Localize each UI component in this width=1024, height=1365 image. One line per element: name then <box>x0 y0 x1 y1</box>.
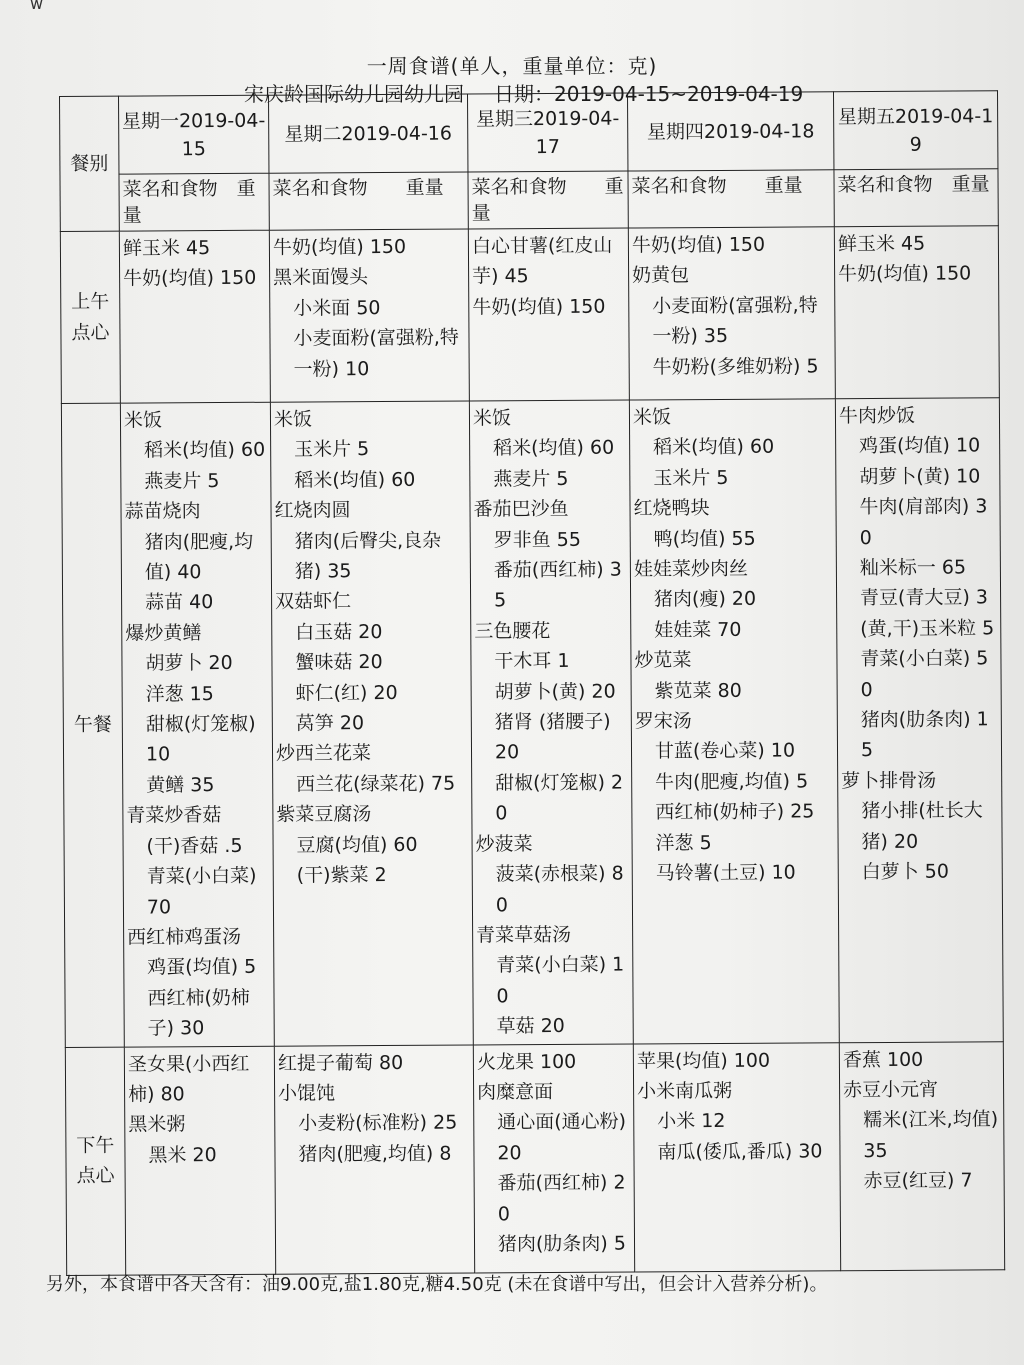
ingredient-line: 牛奶粉(多维奶粉) 5 <box>652 354 819 379</box>
dish-line: 圣女果(小西红柿) 80 <box>127 1052 250 1106</box>
meal-label: 午餐 <box>61 403 124 1047</box>
dish-line: 奶黄包 <box>632 264 690 287</box>
meal-label: 上午点心 <box>60 231 120 403</box>
ingredient-line: 菠菜(赤根菜) 80 <box>495 862 624 916</box>
ingredient-line: 猪肉(肋条肉) 15 <box>860 708 989 762</box>
ingredient-line: 紫苋菜 80 <box>654 679 742 703</box>
ingredient-line: 南瓜(倭瓜,番瓜) 30 <box>657 1140 823 1164</box>
ingredient-line: 小麦粉(标准粉) 25 <box>298 1111 458 1135</box>
menu-cell <box>628 227 835 400</box>
dish-line: 炒菠菜 <box>475 832 533 856</box>
ingredient-line: 胡萝卜(黄) 20 <box>494 680 616 704</box>
ingredient-line: (干)香菇 .5 <box>146 834 243 858</box>
dish-line: 火龙果 100 <box>476 1050 577 1073</box>
menu-cell <box>473 1044 634 1273</box>
dish-line: 米饭 <box>123 409 163 432</box>
dish-line: 罗宋汤 <box>634 710 692 733</box>
dish-line: 三色腰花 <box>474 619 551 643</box>
ingredient-line: 白萝卜 50 <box>861 860 949 884</box>
menu-cell <box>124 1046 275 1275</box>
dish-line: 白心甘薯(红皮山芋) 45 <box>471 234 613 288</box>
ingredient-line: 蟹味菇 20 <box>295 651 383 674</box>
dish-line: 青菜草菇汤 <box>476 923 572 947</box>
menu-cell <box>468 228 629 401</box>
dish-line: 红提子葡萄 80 <box>277 1051 404 1075</box>
day-heading: 星期五2019-04-19 <box>833 91 997 170</box>
ingredient-line: 猪肉(后臀尖,良杂猪) 35 <box>294 529 442 583</box>
ingredient-line: 甜椒(灯笼椒) 10 <box>145 712 256 766</box>
ingredient-line: 稻米(均值) 60 <box>144 439 266 462</box>
day-heading: 星期三2019-04-17 <box>467 93 627 172</box>
dish-line: 牛奶(均值) 150 <box>272 235 407 259</box>
menu-table <box>59 90 1005 1275</box>
ingredient-line: 籼米标一 65 <box>859 556 967 580</box>
ingredient-line: 甘蓝(卷心菜) 10 <box>654 739 796 763</box>
ingredient-line: 青豆(青大豆) 3 <box>859 586 989 610</box>
ingredient-line: 西兰花(绿菜花) 75 <box>296 772 456 796</box>
dish-line: 紫菜豆腐汤 <box>276 803 372 826</box>
ingredient-line: 莴笋 20 <box>295 712 365 735</box>
ingredient-line: 猪肾 (猪腰子) 20 <box>494 710 611 764</box>
column-subheading: 菜名和食物 重量 <box>628 170 834 228</box>
dish-line: 西红柿鸡蛋汤 <box>127 925 242 949</box>
day-heading: 星期一2019-04-15 <box>119 95 269 174</box>
dish-line: 赤豆小元宵 <box>843 1078 939 1102</box>
page-title: 一周食谱(单人，重量单位：克) <box>366 54 658 78</box>
dish-line: 蒜苗烧肉 <box>124 500 201 523</box>
dish-line: 牛奶(均值) 150 <box>631 233 766 257</box>
menu-cell <box>274 1045 474 1274</box>
dish-line: 红烧肉圆 <box>274 499 351 522</box>
ingredient-line: 番茄(西红柿) 35 <box>493 558 622 612</box>
ingredient-line: 蒜苗 40 <box>144 591 214 614</box>
day-heading: 星期二2019-04-16 <box>268 94 467 173</box>
dish-line: 萝卜排骨汤 <box>841 769 937 793</box>
dish-line: 红烧鸭块 <box>633 497 710 520</box>
menu-cell <box>834 226 999 399</box>
ingredient-line: 番茄(西红柿) 20 <box>497 1171 626 1225</box>
menu-cell <box>119 230 270 403</box>
dish-line: 牛肉炒饭 <box>838 404 916 428</box>
ingredient-line: 猪小排(杜长大猪) 20 <box>861 799 983 853</box>
footer-note: 另外，本食谱中各天含有：油9.00克,盐1.80克,糖4.50克 (未在食谱中写出，但会计入营养分析)。 <box>46 1274 828 1295</box>
ingredient-line: 鸡蛋(均值) 5 <box>147 956 257 979</box>
ingredient-line: 猪肉(肥瘦,均值) 8 <box>298 1142 452 1166</box>
dish-line: 米饭 <box>472 407 512 430</box>
ingredient-line: 罗非鱼 55 <box>493 528 581 551</box>
dish-line: 肉糜意面 <box>477 1080 554 1104</box>
ingredient-line: 虾仁(红) 20 <box>295 681 398 705</box>
dish-line: 青菜炒香菇 <box>126 804 222 827</box>
ingredient-line: 玉米片 5 <box>294 438 370 461</box>
ingredient-line: 洋葱 5 <box>655 831 712 855</box>
ingredient-line: 甜椒(灯笼椒) 20 <box>495 771 624 825</box>
ingredient-line: 糯米(江米,均值) 35 <box>863 1108 999 1162</box>
menu-cell <box>270 401 473 1046</box>
ingredient-line: 小麦面粉(富强粉,特一粉) 10 <box>293 326 459 381</box>
meal-header: 餐别 <box>60 96 120 231</box>
dish-line: 番茄巴沙鱼 <box>473 498 569 521</box>
dish-line: 炒苋菜 <box>634 649 692 672</box>
menu-cell <box>835 398 1003 1043</box>
corner-mark: w <box>30 0 44 13</box>
menu-cell <box>469 400 633 1044</box>
ingredient-line: 牛肉(肩部肉) 30 <box>859 495 988 549</box>
ingredient-line: (黄,干)玉米粒 5 <box>860 617 995 640</box>
ingredient-line: 猪肉(肋条肉) 5 <box>497 1232 626 1256</box>
dish-line: 香蕉 100 <box>842 1048 924 1071</box>
dish-line: 鲜玉米 45 <box>122 237 211 260</box>
column-subheading: 菜名和食物 重量 <box>468 171 628 229</box>
ingredient-line: 胡萝卜(黄) 10 <box>859 465 981 488</box>
dish-line: 爆炒黄鳝 <box>125 621 202 645</box>
dish-line: 米饭 <box>273 408 313 431</box>
dish-line: 双菇虾仁 <box>275 590 352 614</box>
ingredient-line: 燕麦片 5 <box>144 469 220 493</box>
menu-cell <box>120 402 274 1046</box>
menu-cell <box>633 1042 840 1271</box>
ingredient-line: 青菜(小白菜) 70 <box>146 864 257 918</box>
school-name: 宋庆龄国际幼儿园幼儿园 <box>244 82 464 106</box>
dish-line: 炒西兰花菜 <box>275 742 372 766</box>
ingredient-line: 洋葱 15 <box>145 682 214 706</box>
ingredient-line: 西红柿(奶柿子) 25 <box>655 800 815 824</box>
ingredient-line: 赤豆(红豆) 7 <box>863 1169 973 1193</box>
subheader-row <box>60 169 998 232</box>
dish-line: 小米南瓜粥 <box>637 1079 733 1103</box>
dish-line: 米饭 <box>632 406 672 429</box>
ingredient-line: 牛肉(肥瘦,均值) 5 <box>655 770 809 794</box>
ingredient-line: 稻米(均值) 60 <box>493 437 615 460</box>
dish-line: 黑米粥 <box>128 1113 186 1136</box>
menu-cell <box>839 1041 1004 1270</box>
dish-line: 小馄饨 <box>278 1082 336 1105</box>
day-header-row <box>60 91 998 175</box>
ingredient-line: 猪肉(瘦) 20 <box>653 588 757 611</box>
date-range: 日期：2019-04-15~2019-04-19 <box>494 82 804 106</box>
ingredient-line: 鸭(均值) 55 <box>653 527 756 551</box>
ingredient-line: 草菇 20 <box>496 1015 565 1038</box>
ingredient-line: 马铃薯(土豆) 10 <box>655 861 796 885</box>
ingredient-line: 小麦面粉(富强粉,特一粉) 35 <box>652 294 818 348</box>
meal-row <box>61 398 1003 1047</box>
ingredient-line: 青菜(小白菜) 10 <box>496 953 625 1008</box>
day-heading: 星期四2019-04-18 <box>627 92 833 171</box>
column-subheading: 菜名和食物 重量 <box>119 173 269 231</box>
dish-line: 牛奶(均值) 150 <box>123 267 257 291</box>
dish-line: 苹果(均值) 100 <box>636 1049 771 1073</box>
ingredient-line: 白玉菇 20 <box>295 620 383 644</box>
meal-row <box>65 1041 1004 1275</box>
menu-cell <box>629 399 839 1044</box>
column-subheading: 菜名和食物 重量 <box>834 169 998 227</box>
ingredient-line: 猪肉(肥瘦,均值) 40 <box>144 530 254 584</box>
ingredient-line: 豆腐(均值) 60 <box>296 833 418 857</box>
ingredient-line: (干)紫菜 2 <box>296 864 387 887</box>
column-subheading: 菜名和食物 重量 <box>269 172 468 230</box>
ingredient-line: 胡萝卜 20 <box>145 652 233 675</box>
dish-line: 牛奶(均值) 150 <box>472 295 606 319</box>
dish-line: 娃娃菜炒肉丝 <box>633 557 748 581</box>
dish-line: 鲜玉米 45 <box>837 232 926 256</box>
ingredient-line: 干木耳 1 <box>494 650 570 673</box>
ingredient-line: 鸡蛋(均值) 10 <box>859 434 981 458</box>
ingredient-line: 黑米 20 <box>148 1143 217 1167</box>
ingredient-line: 玉米片 5 <box>653 466 729 490</box>
menu-cell <box>269 229 469 402</box>
ingredient-line: 小米面 50 <box>293 296 381 320</box>
ingredient-line: 燕麦片 5 <box>493 467 569 491</box>
ingredient-line: 稻米(均值) 60 <box>294 468 416 492</box>
ingredient-line: 黄鳝 35 <box>146 773 215 797</box>
ingredient-line: 稻米(均值) 60 <box>653 436 775 459</box>
meal-label: 下午点心 <box>65 1047 125 1275</box>
dish-line: 牛奶(均值) 150 <box>838 262 972 286</box>
ingredient-line: 青菜(小白菜) 50 <box>860 647 989 701</box>
ingredient-line: 西红柿(奶柿子) 30 <box>147 986 250 1040</box>
meal-row <box>60 226 999 404</box>
ingredient-line: 小米 12 <box>657 1110 726 1133</box>
dish-line: 黑米面馒头 <box>273 266 369 290</box>
ingredient-line: 娃娃菜 70 <box>654 618 742 642</box>
ingredient-line: 通心面(通心粉) 20 <box>497 1110 627 1165</box>
